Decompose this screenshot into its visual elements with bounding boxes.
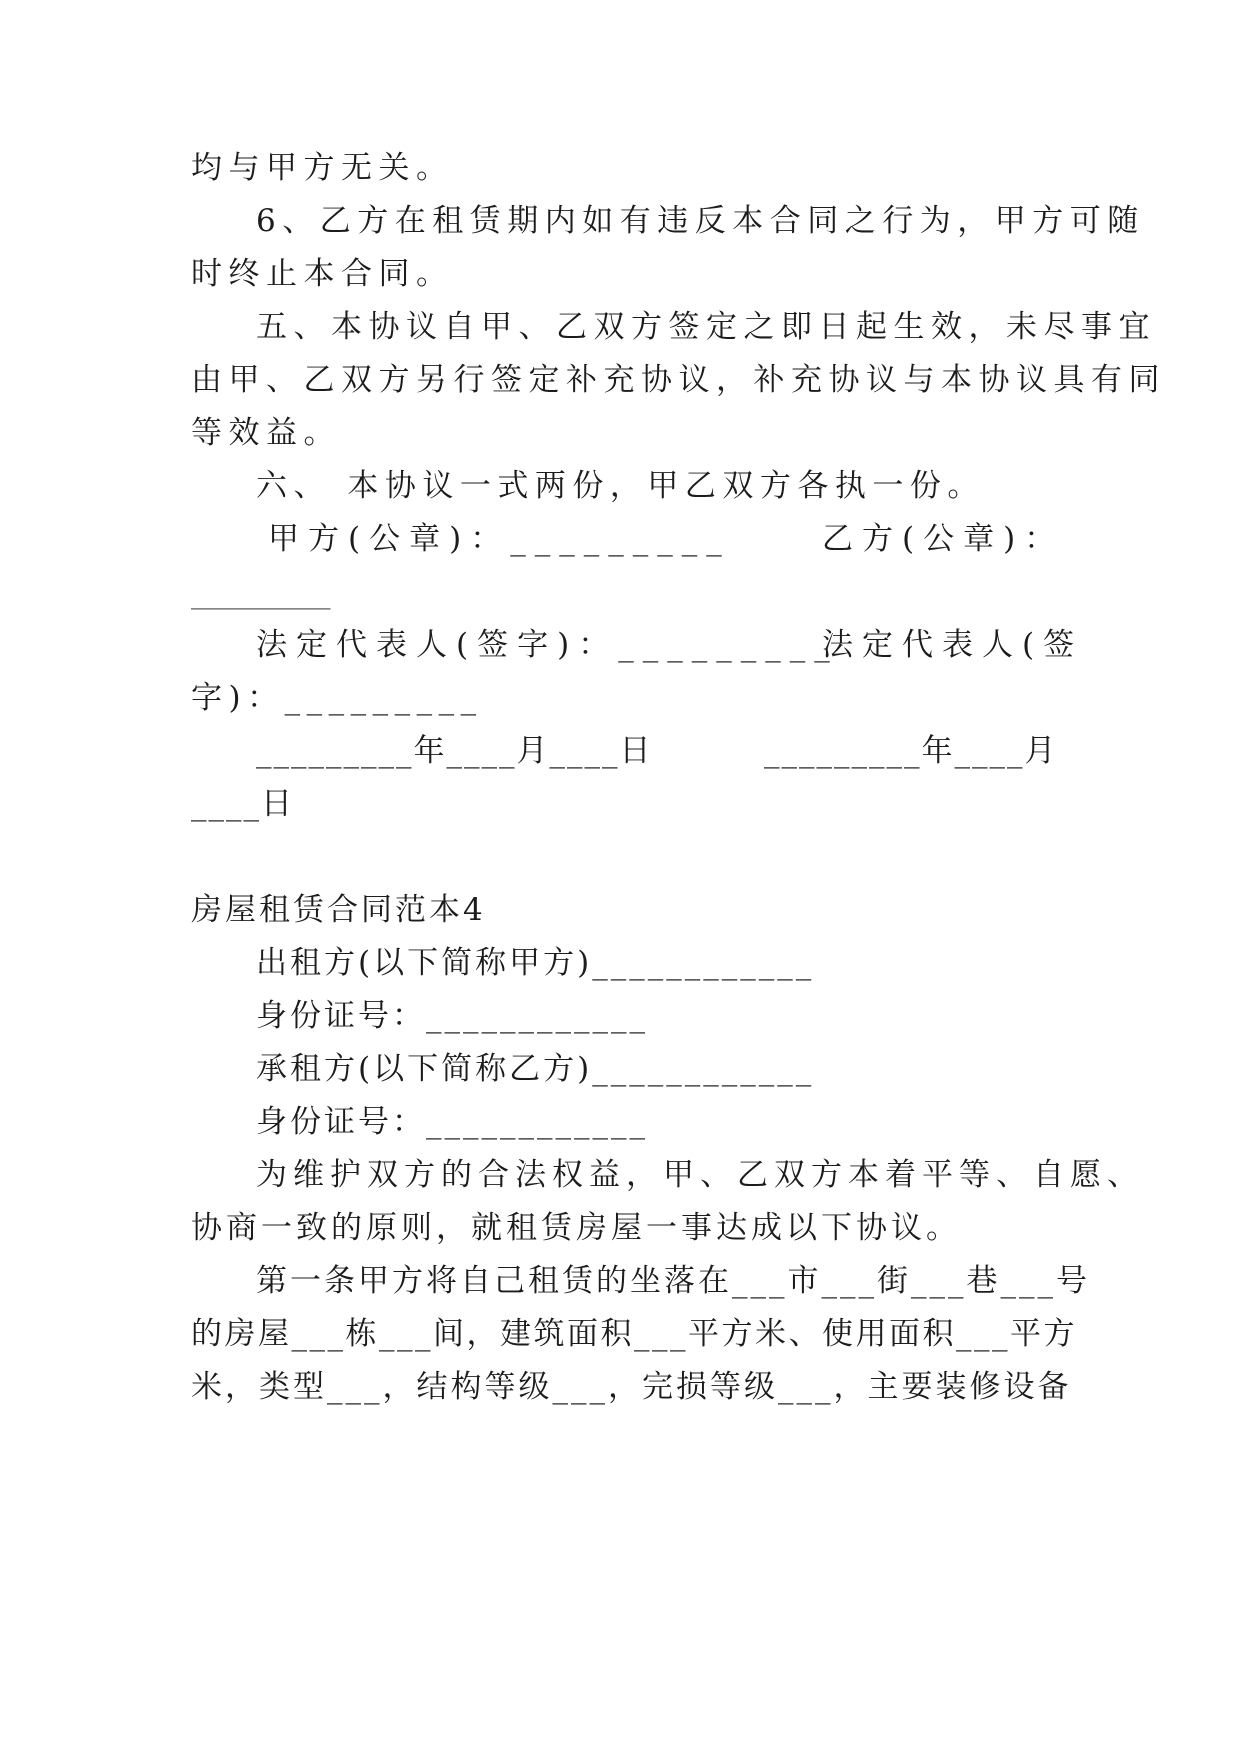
party-a-seal-line: 甲方(公章)：_________	[268, 521, 731, 557]
text-line-2: 6、乙方在租赁期内如有违反本合同之行为，甲方可随	[256, 203, 1145, 239]
party-b-seal-blank: _________	[191, 574, 331, 610]
rep-b-line: 法定代表人(签	[822, 627, 1084, 663]
rep-b-line-cont: 字)：_________	[191, 680, 483, 716]
contract-4-title: 房屋租赁合同范本4	[191, 892, 486, 928]
date-b-line-cont: ____日	[191, 786, 294, 822]
article-1-line-2: 的房屋___栋___间，建筑面积___平方米、使用面积___平方	[191, 1316, 1077, 1352]
rep-a-line: 法定代表人(签字)：_________	[256, 627, 839, 663]
intro-line-1: 为维护双方的合法权益，甲、乙双方本着平等、自愿、	[256, 1157, 1144, 1193]
lessor-line: 出租方(以下简称甲方)____________	[256, 945, 815, 981]
intro-line-2: 协商一致的原则，就租赁房屋一事达成以下协议。	[191, 1210, 961, 1246]
article-1-line-3: 米，类型___，结构等级___，完损等级___，主要装修设备	[191, 1369, 1072, 1405]
text-line-3: 时终止本合同。	[191, 256, 454, 292]
text-line-5: 由甲、乙双方另行签定补充协议，补充协议与本协议具有同	[191, 362, 1166, 398]
text-line-1: 均与甲方无关。	[191, 150, 454, 186]
text-line-4: 五、本协议自甲、乙双方签定之即日起生效，未尽事宜	[256, 309, 1156, 345]
lessee-line: 承租方(以下简称乙方)____________	[256, 1051, 815, 1087]
date-a-line: _________年____月____日	[256, 733, 653, 769]
date-b-line: _________年____月	[764, 733, 1058, 769]
lessee-id-line: 身份证号：____________	[256, 1104, 648, 1140]
text-line-7: 六、 本协议一式两份，甲乙双方各执一份。	[256, 468, 985, 504]
text-line-6: 等效益。	[191, 415, 341, 451]
party-b-seal-line: 乙方(公章)：	[822, 521, 1065, 557]
lessor-id-line: 身份证号：____________	[256, 998, 648, 1034]
article-1-line-1: 第一条甲方将自己租赁的坐落在___市___街___巷___号	[256, 1263, 1090, 1299]
